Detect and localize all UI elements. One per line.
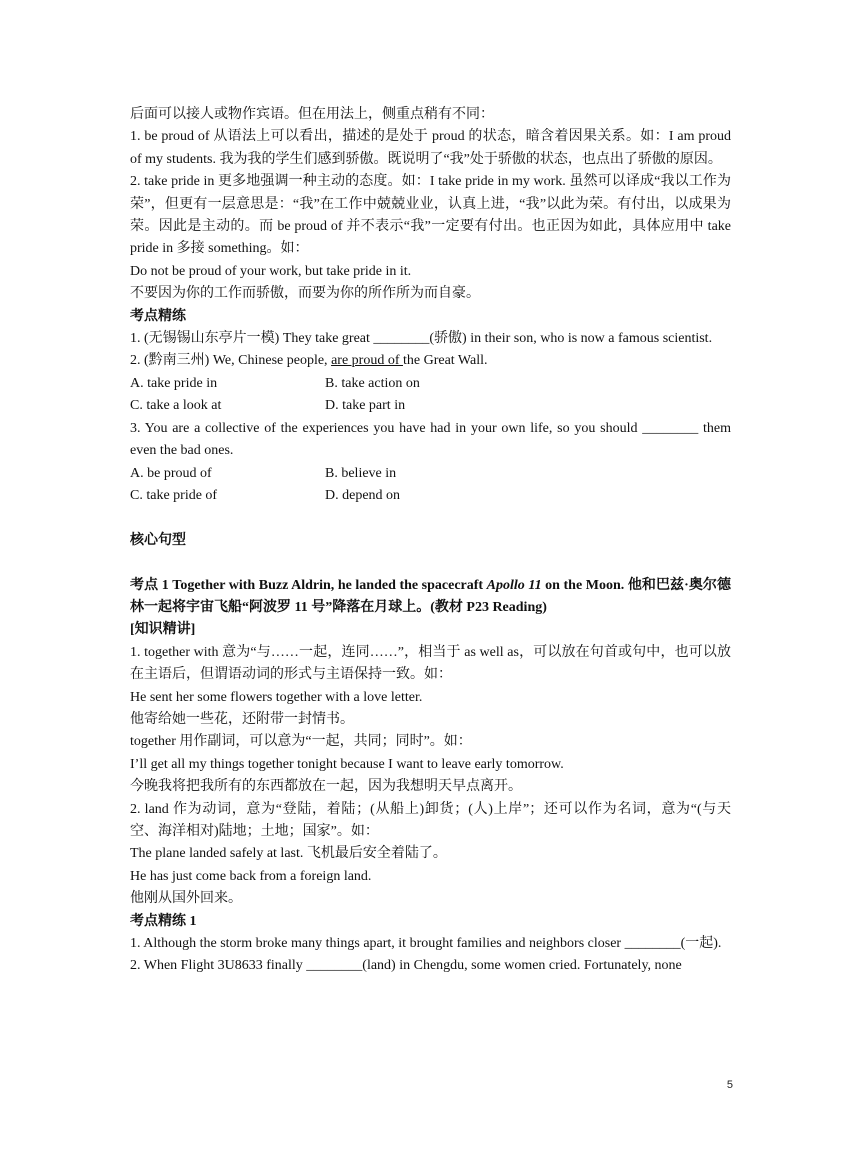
document-body [130, 104, 731, 978]
usage-point-1: 1. be proud of 从语法上可以看出，描述的是处于 proud 的状态，暗含着因果关系。如：I am proud of my students. 我为我的学生们感到骄傲。既说明了“我”处于骄傲的状态，也点出了骄傲的原因。 [130, 129, 731, 167]
question-2-options-row-1 [130, 373, 731, 395]
question-1: 1. (无锡锡山东亭片一模) They take great ________(骄傲) in their son, who is now a famous scientist. [130, 331, 713, 347]
practice-heading: 考点精练 [130, 308, 186, 324]
question-2-options-row-2 [130, 395, 731, 417]
question-2 [130, 350, 731, 372]
option-b: B. believe in [325, 465, 397, 481]
knowledge-2-example-1: The plane landed safely at last. 飞机最后安全着陆了。 [130, 846, 447, 862]
practice-1-heading: 考点精练 1 [130, 913, 197, 929]
option-c: C. take pride of [130, 487, 218, 503]
key-point-1-title [130, 575, 731, 620]
question-2-underlined: are proud of [331, 353, 403, 369]
example-english: Do not be proud of your work, but take pride in it. [130, 263, 412, 279]
page-number: 5 [726, 1079, 733, 1091]
example-chinese: 不要因为你的工作而骄傲，而要为你的所作所为而自豪。 [130, 286, 480, 302]
key-point-1-part-2: on the Moon. 他和巴兹·奥尔德林一起将宇宙飞船“阿波罗 11 号”降落在月球上。(教材 P23 Reading) [130, 577, 731, 615]
knowledge-1-example-english: He sent her some flowers together with a love letter. [130, 689, 423, 705]
knowledge-1-adverb-note: together 用作副词，可以意为“一起，共同；同时”。如： [130, 734, 472, 750]
practice-1-question-2: 2. When Flight 3U8633 finally ________(land) in Chengdu, some women cried. Fortunately, none [130, 958, 682, 974]
knowledge-2-example-2-english: He has just come back from a foreign land. [130, 868, 372, 884]
knowledge-1-adverb-chinese: 今晚我将把我所有的东西都放在一起，因为我想明天早点离开。 [130, 779, 522, 795]
option-a: A. be proud of [130, 465, 212, 481]
option-a: A. take pride in [130, 375, 218, 391]
intro-line: 后面可以接人或物作宾语。但在用法上，侧重点稍有不同： [130, 107, 494, 122]
knowledge-point-2: 2. land 作为动词，意为“登陆，着陆；(从船上)卸货；(人)上岸”；还可以作为名词，意为“(与天空、海洋相对)陆地；土地；国家”。如： [130, 801, 731, 839]
question-2-prefix: 2. (黔南三州) We, Chinese people, [130, 353, 332, 369]
knowledge-point-1: 1. together with 意为“与……一起，连同……”，相当于 as well as，可以放在句首或句中，也可以放在主语后，但谓语动词的形式与主语保持一致。如： [130, 644, 731, 683]
question-2-suffix: the Great Wall. [402, 353, 488, 369]
knowledge-heading: [知识精讲] [130, 622, 196, 638]
question-3-options-row-1 [130, 463, 731, 485]
option-c: C. take a look at [130, 398, 222, 414]
option-b: B. take action on [325, 375, 420, 391]
usage-point-2: 2. take pride in 更多地强调一种主动的态度。如：I take pride in my work. 虽然可以译成“我以工作为荣”，但更有一层意思是：“我”在工作中兢兢业业，认真上进，“我”以此为荣。有付出，以成果为荣。因此是主动的。而 be proud of 并不表示“我”一定要有付出。也正因为如此，具体应用中 take pride in 多接 something。如： [130, 174, 731, 257]
option-d: D. take part in [325, 398, 406, 414]
knowledge-2-example-2-chinese: 他刚从国外回来。 [130, 891, 242, 907]
question-3: 3. You are a collective of the experiences you have had in your own life, so you should ________ them even the bad ones. [130, 420, 731, 459]
practice-1-question-1: 1. Although the storm broke many things apart, it brought families and neighbors closer ________(一起). [130, 936, 722, 951]
key-point-1-spacecraft-name: Apollo 11 [486, 577, 542, 593]
key-point-1-part-1: 考点 1 Together with Buzz Aldrin, he landed the spacecraft [130, 577, 487, 593]
knowledge-1-example-chinese: 他寄给她一些花，还附带一封情书。 [130, 711, 354, 727]
knowledge-1-adverb-english: I’ll get all my things together tonight because I want to leave early tomorrow. [130, 756, 564, 772]
question-3-options-row-2 [130, 485, 731, 507]
core-sentence-heading: 核心句型 [130, 532, 186, 548]
option-d: D. depend on [325, 487, 401, 503]
